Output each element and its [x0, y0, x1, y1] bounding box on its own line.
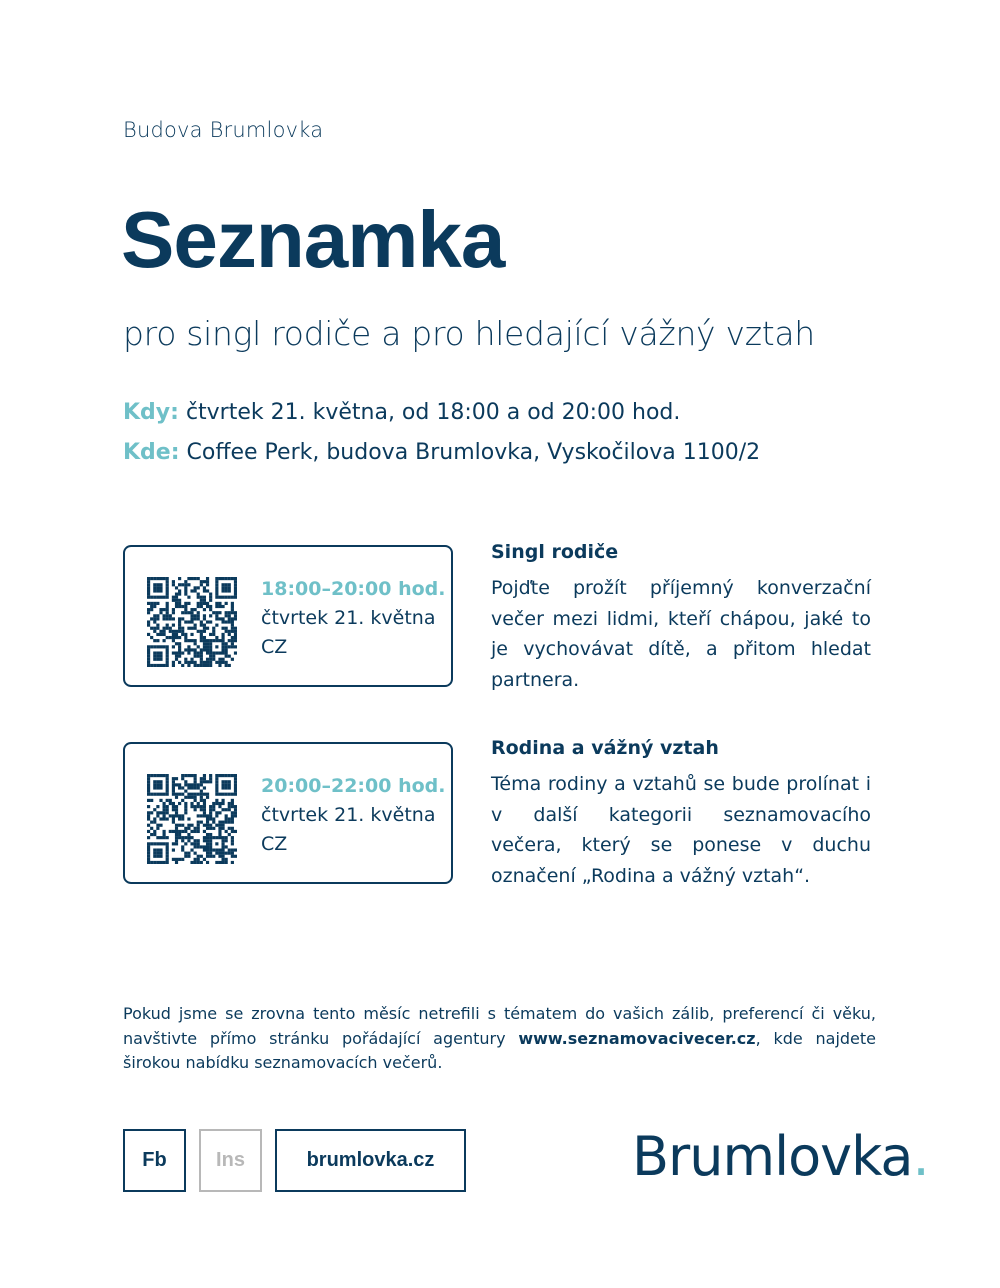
building-name: Budova Brumlovka	[123, 118, 324, 142]
footer-paragraph	[123, 1002, 876, 1076]
session-description-1: Pojďte prožít příjemný konverzační večer mezi lidmi, kteří chápou, jaké to je vychovávat dítě, a přitom hledat partnera.	[491, 577, 871, 691]
session-date: čtvrtek 21. května	[261, 804, 436, 826]
when-value: čtvrtek 21. května, od 18:00 a od 20:00 hod.	[185, 400, 681, 425]
qr-code-icon[interactable]	[147, 577, 237, 667]
session-time: 20:00–22:00 hod.	[261, 775, 446, 797]
session-date: čtvrtek 21. května	[261, 607, 436, 629]
footer-text-after: , kde najdete širokou nabídku seznamovacích večerů.	[123, 1028, 876, 1072]
session-heading-2: Rodina a vážný vztah	[491, 737, 719, 759]
agency-link[interactable]: www.seznamovacivecer.cz	[518, 1028, 756, 1048]
session-card-1	[123, 545, 453, 687]
logo-dot: .	[912, 1125, 929, 1188]
qr-code-icon[interactable]	[147, 774, 237, 864]
where-value: Coffee Perk, budova Brumlovka, Vyskočilova 1100/2	[186, 440, 761, 465]
info-where	[123, 440, 760, 465]
instagram-button[interactable]: Ins	[199, 1129, 262, 1192]
session-description-2: Téma rodiny a vztahů se bude prolínat i v další kategorii seznamovacího večera, který se ponese v duchu označení „Rodina a vážný vztah“.	[491, 773, 871, 887]
page-subtitle: pro singl rodiče a pro hledající vážný vztah	[123, 314, 815, 353]
website-button[interactable]: brumlovka.cz	[275, 1129, 466, 1192]
session-lang: CZ	[261, 833, 288, 855]
where-label: Kde:	[123, 440, 180, 465]
logo-text: Brumlovka	[632, 1125, 913, 1188]
session-lang: CZ	[261, 636, 288, 658]
session-time: 18:00–20:00 hod.	[261, 578, 446, 600]
footer-text-before: Pokud jsme se zrovna tento měsíc netrefili s tématem do vašich zálib, preferencí či věku, navštivte přímo stránku pořádající agentury	[123, 1004, 876, 1048]
brumlovka-logo	[632, 1125, 929, 1188]
session-heading-1: Singl rodiče	[491, 541, 619, 563]
info-when	[123, 400, 680, 425]
session-card-2	[123, 742, 453, 884]
session-card-text	[261, 575, 445, 662]
session-card-text	[261, 772, 445, 859]
page-title: Seznamka	[121, 195, 505, 284]
facebook-button[interactable]: Fb	[123, 1129, 186, 1192]
when-label: Kdy:	[123, 400, 179, 425]
